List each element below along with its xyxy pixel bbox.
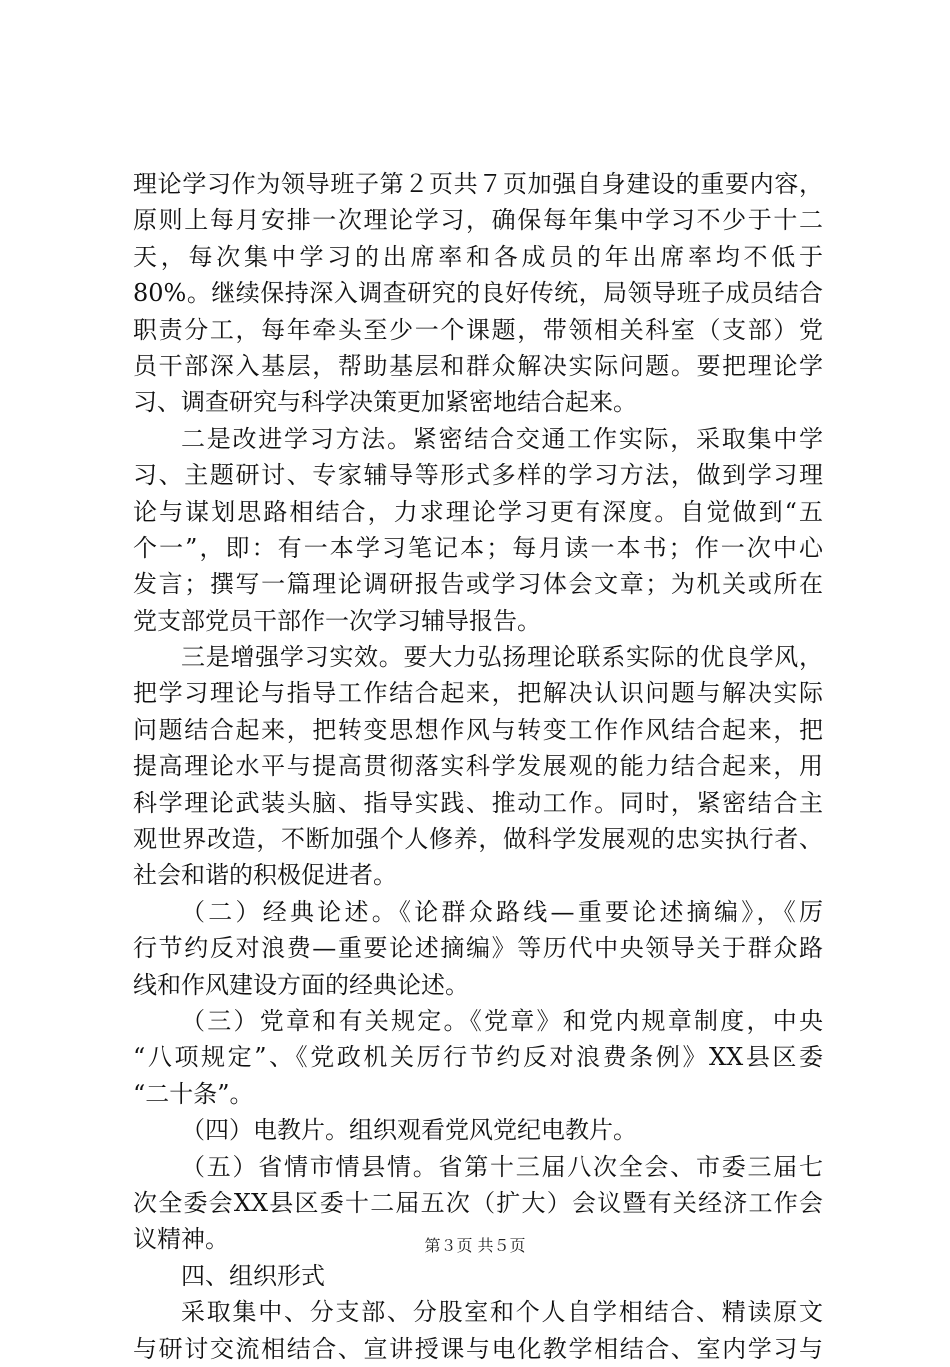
text-line: 议精神。 (133, 1225, 229, 1254)
text-line: 采取集中、分支部、分股室和个人自学相结合、精读原文 (181, 1298, 823, 1327)
text-line: 把学习理论与指导工作结合起来，把解决认识问题与解决实际 (133, 679, 823, 708)
text-line: 论与谋划思路相结合，力求理论学习更有深度。自觉做到“五 (133, 497, 823, 526)
text-line: 党支部党员干部作一次学习辅导报告。 (133, 606, 541, 635)
text-line: （二）经典论述。《论群众路线—重要论述摘编》，《厉 (181, 897, 823, 926)
text-line: 次全委会XX县区委十二届五次（扩大）会议暨有关经济工作会 (133, 1188, 823, 1217)
text-line: 科学理论武装头脑、指导实践、推动工作。同时，紧密结合主 (133, 788, 823, 817)
text-line: 习、调查研究与科学决策更加紧密地结合起来。 (133, 388, 637, 417)
text-line: 与研讨交流相结合、宣讲授课与电化教学相结合、室内学习与 (133, 1334, 823, 1363)
text-line: （五）省情市情县情。省第十三届八次全会、市委三届七 (181, 1152, 823, 1181)
text-line: 个一”，即：有一本学习笔记本；每月读一本书；作一次中心 (133, 533, 823, 562)
text-line: 职责分工，每年牵头至少一个课题，带领相关科室（支部）党 (133, 315, 823, 344)
text-line: 习、主题研讨、专家辅导等形式多样的学习方法，做到学习理 (133, 461, 823, 490)
text-line: （三）党章和有关规定。《党章》和党内规章制度，中央 (181, 1006, 823, 1035)
text-line: 80%。继续保持深入调查研究的良好传统，局领导班子成员结合 (133, 279, 823, 308)
text-line: 行节约反对浪费—重要论述摘编》等历代中央领导关于群众路 (133, 934, 823, 963)
text-line: 线和作风建设方面的经典论述。 (133, 970, 469, 999)
text-line: 发言；撰写一篇理论调研报告或学习体会文章；为机关或所在 (133, 570, 823, 599)
text-line: “八项规定”、《党政机关厉行节约反对浪费条例》XX县区委 (133, 1043, 823, 1072)
text-line: 问题结合起来，把转变思想作风与转变工作作风结合起来，把 (133, 715, 823, 744)
text-line: 二是改进学习方法。紧密结合交通工作实际，采取集中学 (181, 424, 823, 453)
text-line: “二十条”。 (133, 1079, 254, 1108)
text-line: 员干部深入基层，帮助基层和群众解决实际问题。要把理论学 (133, 351, 823, 380)
text-line: 提高理论水平与提高贯彻落实科学发展观的能力结合起来，用 (133, 752, 823, 781)
page-footer: 第３页 共５页 (424, 1236, 526, 1255)
text-line: 观世界改造，不断加强个人修养，做科学发展观的忠实执行者、 (133, 825, 823, 854)
text-line: 理论学习作为领导班子第２页共７页加强自身建设的重要内容， (133, 170, 823, 198)
text-line: 原则上每月安排一次理论学习，确保每年集中学习不少于十二 (133, 206, 823, 235)
text-line: （四）电教片。组织观看党风党纪电教片。 (181, 1116, 637, 1145)
document-body (133, 166, 823, 1367)
text-line: 社会和谐的积极促进者。 (133, 861, 397, 890)
text-line: 天，每次集中学习的出席率和各成员的年出席率均不低于 (133, 242, 823, 271)
text-line: 四、组织形式 (181, 1261, 325, 1290)
text-line: 三是增强学习实效。要大力弘扬理论联系实际的优良学风， (181, 643, 823, 672)
